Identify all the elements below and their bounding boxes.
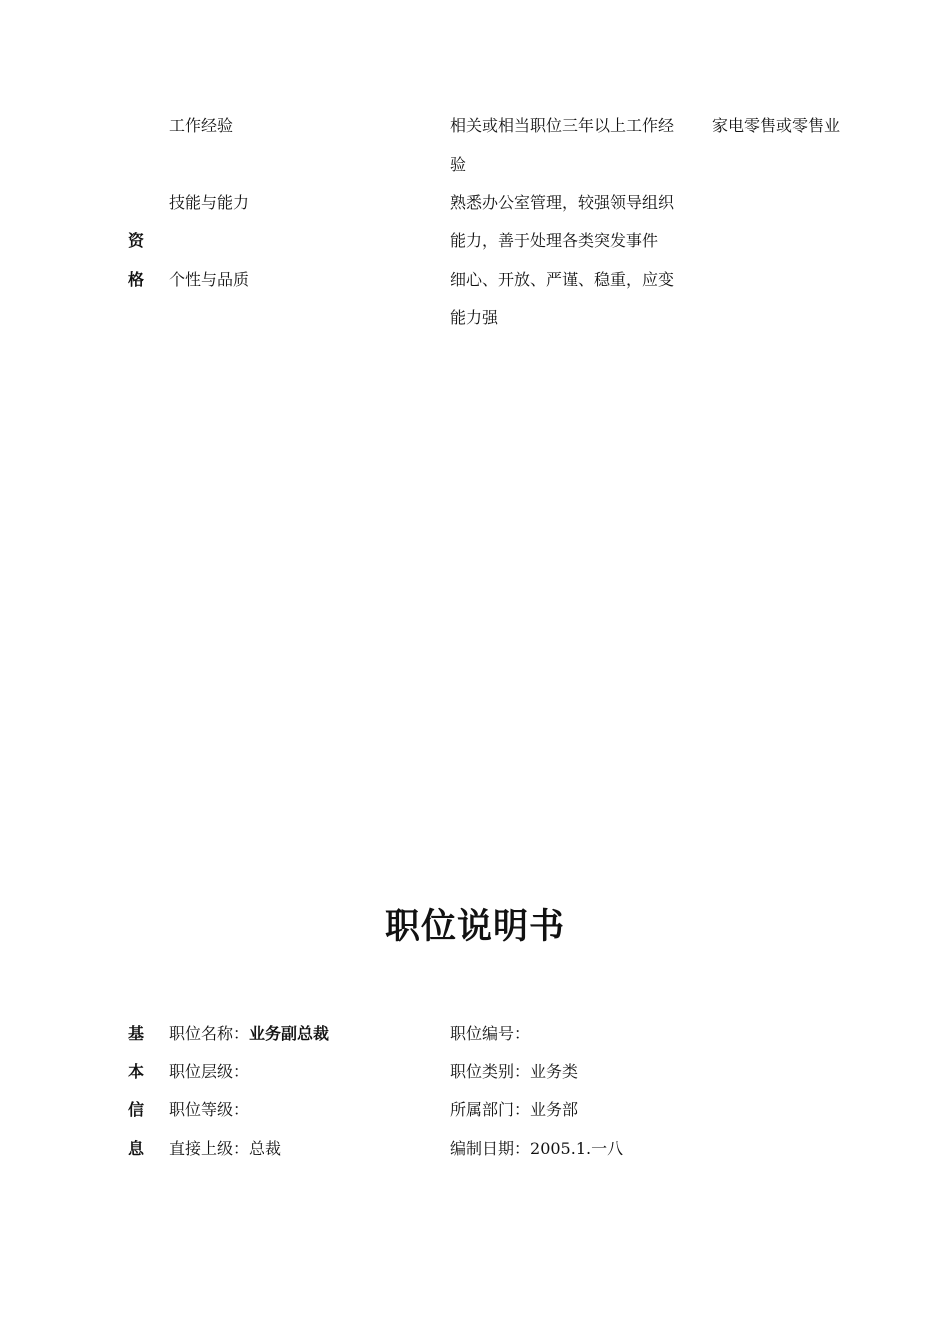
basic-info-side-label-2: 本 (128, 1062, 145, 1081)
position-category-label: 职位类别： (450, 1062, 531, 1081)
preparation-date-label: 编制日期： (450, 1139, 531, 1158)
position-grade-label: 职位等级： (169, 1100, 250, 1119)
position-category-value: 业务类 (530, 1062, 579, 1081)
qualifications-side-label-2: 格 (128, 270, 145, 289)
position-name-value: 业务副总裁 (249, 1024, 330, 1043)
basic-info-side-label-4: 息 (128, 1139, 145, 1158)
department-value: 业务部 (530, 1100, 579, 1119)
direct-supervisor-value: 总裁 (249, 1139, 282, 1158)
skills-label: 技能与能力 (169, 193, 250, 212)
direct-supervisor-field (169, 1139, 281, 1159)
work-experience-value-line1: 相关或相当职位三年以上工作经 (450, 116, 675, 135)
position-number-label: 职位编号： (450, 1024, 531, 1043)
skills-value-line1: 熟悉办公室管理，较强领导组织 (450, 193, 675, 212)
personality-value-line1: 细心、开放、严谨、稳重，应变 (450, 270, 675, 289)
work-experience-value-line2: 验 (450, 155, 467, 174)
position-name-field (169, 1024, 329, 1044)
preparation-date-field (450, 1139, 623, 1159)
personality-value-line2: 能力强 (450, 308, 499, 327)
basic-info-side-label-3: 信 (128, 1100, 145, 1119)
work-experience-extra: 家电零售或零售业 (712, 116, 841, 135)
position-name-label: 职位名称： (169, 1024, 250, 1043)
position-level-field (169, 1062, 249, 1082)
document-title: 职位说明书 (384, 907, 565, 947)
direct-supervisor-label: 直接上级： (169, 1139, 250, 1158)
personality-label: 个性与品质 (169, 270, 250, 289)
position-grade-field (169, 1100, 249, 1120)
department-field (450, 1100, 578, 1120)
basic-info-side-label-1: 基 (128, 1024, 145, 1043)
qualifications-side-label-1: 资 (128, 231, 145, 250)
position-number-field (450, 1024, 530, 1044)
position-level-label: 职位层级： (169, 1062, 250, 1081)
skills-value-line2: 能力，善于处理各类突发事件 (450, 231, 659, 250)
work-experience-label: 工作经验 (169, 116, 234, 135)
department-label: 所属部门： (450, 1100, 531, 1119)
position-category-field (450, 1062, 578, 1082)
preparation-date-value: 2005.1.一八 (530, 1139, 624, 1158)
